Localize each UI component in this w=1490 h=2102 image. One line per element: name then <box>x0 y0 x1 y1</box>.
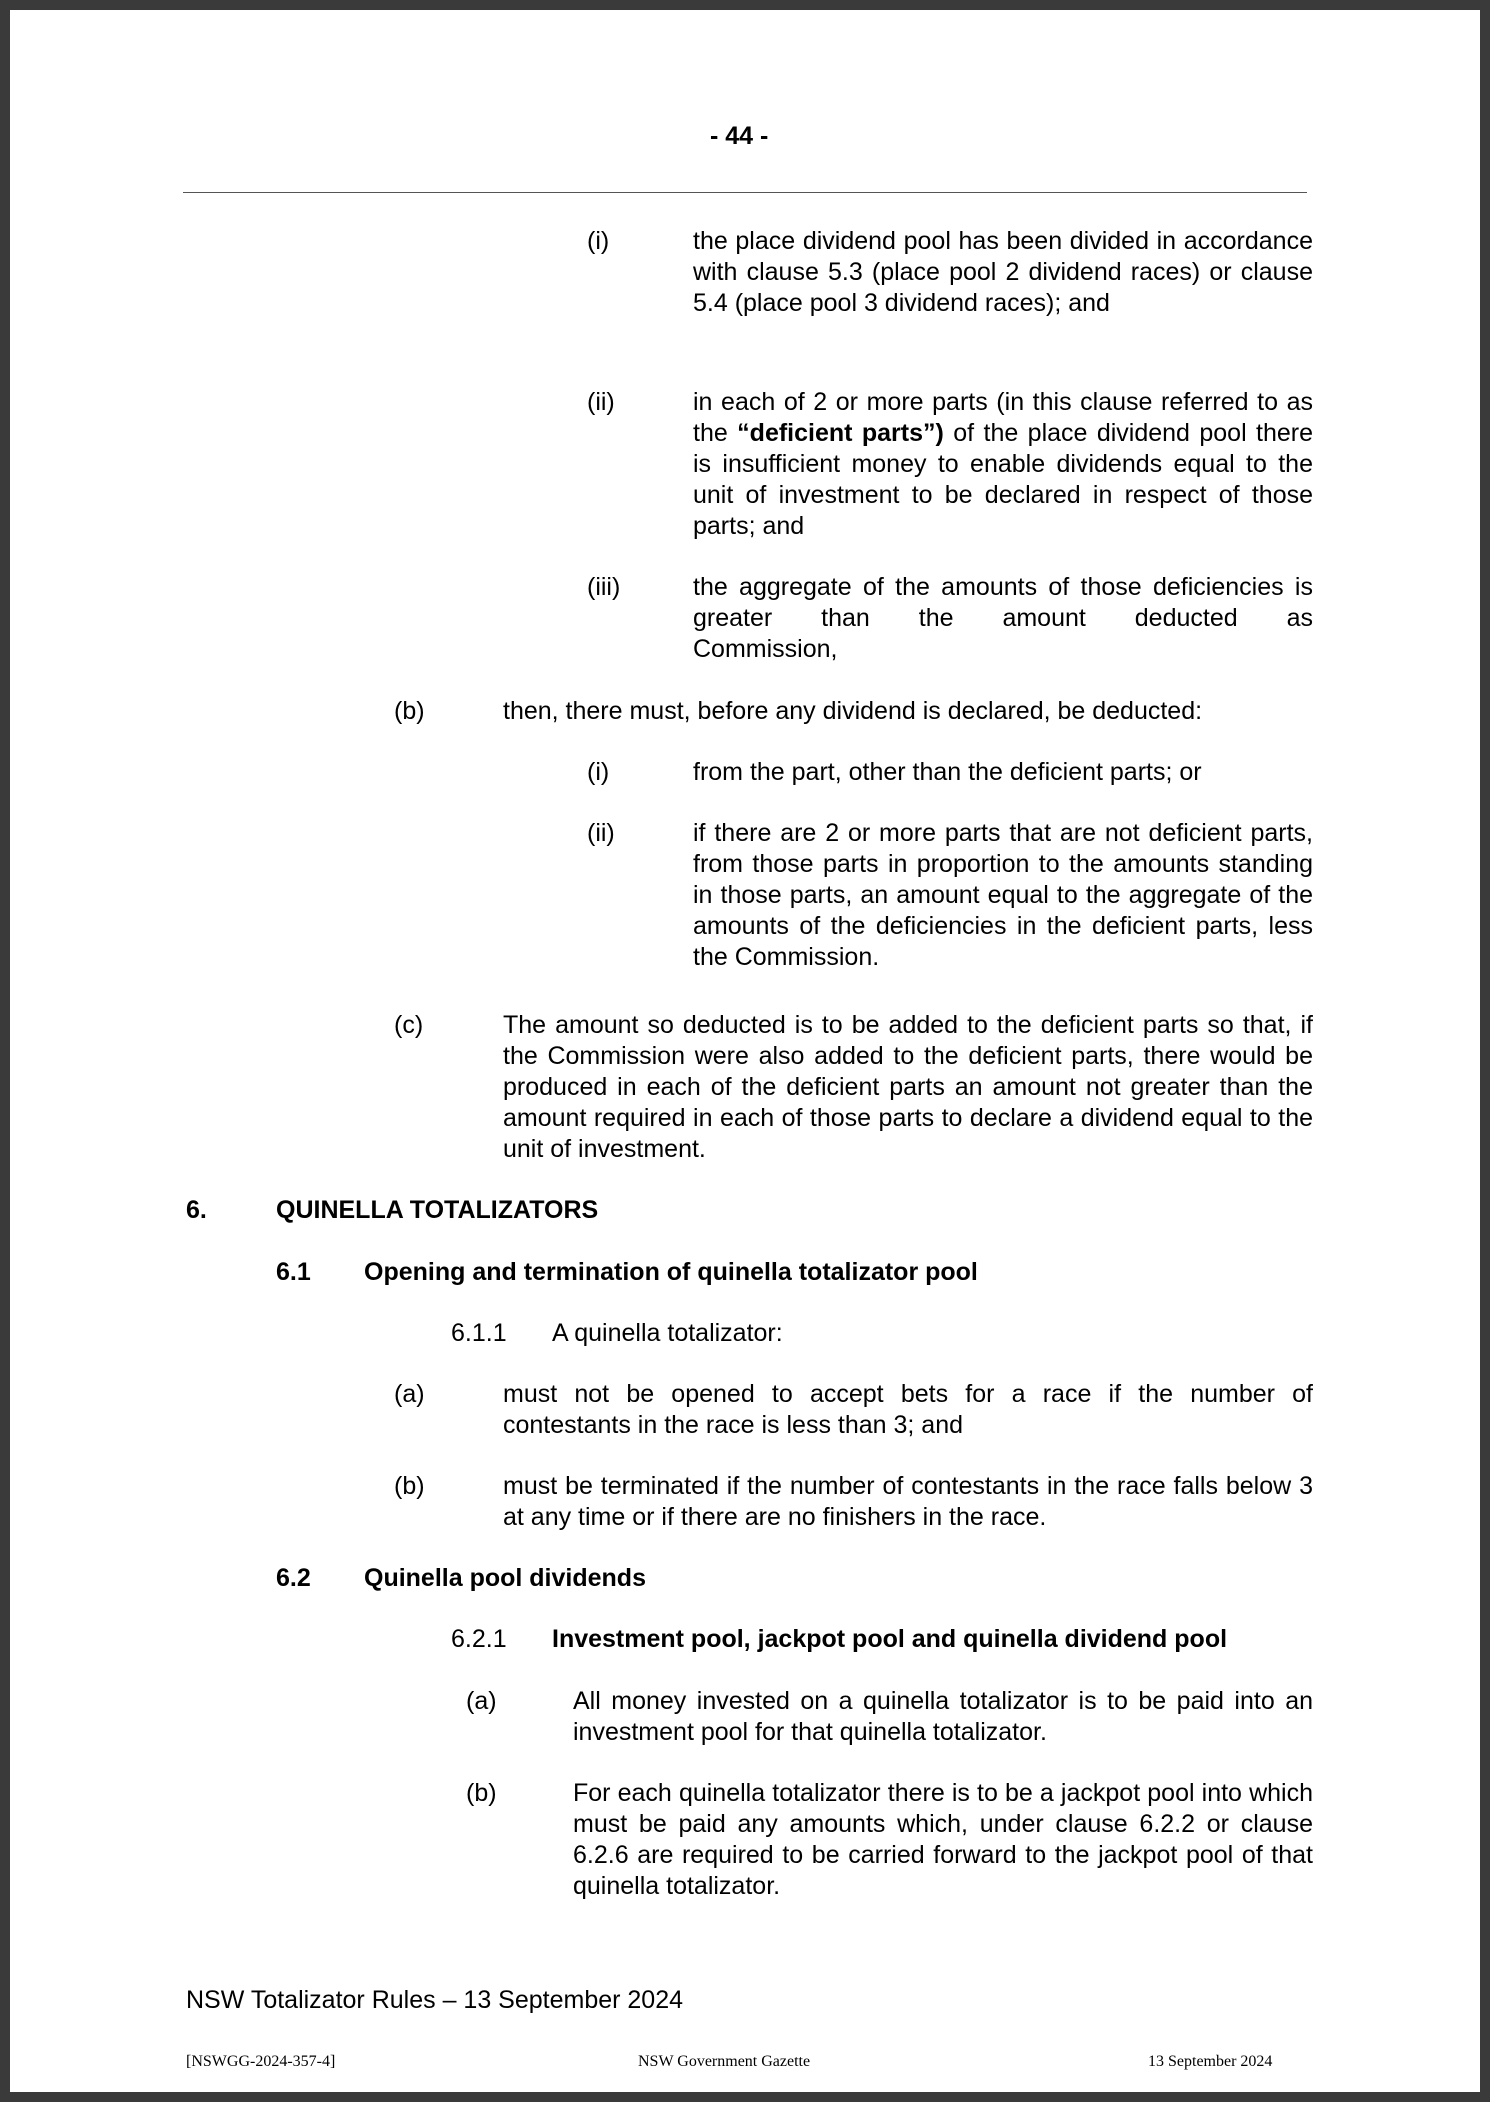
defined-term: “deficient parts”) <box>737 419 944 447</box>
page-number: - 44 - <box>710 122 769 150</box>
clause-number: 6.1.1 <box>451 1319 507 1347</box>
document-page <box>10 10 1480 2092</box>
item-label: (iii) <box>587 573 621 601</box>
item-label: (i) <box>587 758 610 786</box>
header-rule <box>183 192 1307 193</box>
section-title: QUINELLA TOTALIZATORS <box>276 1196 599 1224</box>
item-text: if there are 2 or more parts that are not deficient parts, from those parts in proportion to the amounts standing in those parts, an amount equal to the aggregate of the amounts of the deficiencies in the deficient parts, less the Commission. <box>693 819 1313 971</box>
clause-text: must be terminated if the number of contestants in the race falls below 3 at any time or if there are no finishers in the race. <box>503 1472 1313 1531</box>
rules-title-footer: NSW Totalizator Rules – 13 September 2024 <box>186 1986 684 2014</box>
subsection-number: 6.1 <box>276 1258 311 1286</box>
clause-text: The amount so deducted is to be added to the deficient parts so that, if the Commission were also added to the deficient parts, there would be produced in each of the deficient parts an amount not greater than the amount required in each of those parts to declare a dividend equal to the unit of investment. <box>503 1011 1313 1163</box>
item-text: from the part, other than the deficient parts; or <box>693 758 1202 786</box>
item-text: the aggregate of the amounts of those deficiencies is greater than the amount deducted as <box>693 573 1313 632</box>
clause-label: (a) <box>466 1687 497 1715</box>
item-text: the place dividend pool has been divided in accordance with clause 5.3 (place pool 2 dividend races) or clause 5.4 (place pool 3 dividend races); and <box>693 227 1313 317</box>
clause-label: (b) <box>394 1472 425 1500</box>
clause-label: (b) <box>466 1779 497 1807</box>
clause-label: (a) <box>394 1380 425 1408</box>
item-label: (ii) <box>587 819 615 847</box>
subsection-number: 6.2 <box>276 1564 311 1592</box>
clause-text: A quinella totalizator: <box>552 1319 783 1347</box>
clause-label: (c) <box>394 1011 424 1039</box>
gazette-date: 13 September 2024 <box>1148 2053 1273 2070</box>
clause-text: must not be opened to accept bets for a race if the number of contestants in the race is less than 3; and <box>503 1380 1313 1439</box>
clause-title: Investment pool, jackpot pool and quinella dividend pool <box>552 1625 1228 1653</box>
item-text: in each of 2 or more parts (in this clause referred to as the “deficient parts”) of the place dividend pool there is insufficient money to enable dividends equal to the unit of investment to be declared in respect of those parts; and <box>693 388 1314 540</box>
item-text-tail: Commission, <box>693 635 838 663</box>
gazette-name: NSW Government Gazette <box>638 2053 811 2070</box>
clause-label: (b) <box>394 697 425 725</box>
subsection-title: Quinella pool dividends <box>364 1564 646 1592</box>
clause-text: then, there must, before any dividend is declared, be deducted: <box>503 697 1203 725</box>
clause-text: For each quinella totalizator there is to be a jackpot pool into which must be paid any amounts which, under clause 6.2.2 or clause 6.2.6 are required to be carried forward to the jackpot pool of that quinella totalizator. <box>573 1779 1313 1900</box>
item-label: (i) <box>587 227 610 255</box>
item-label: (ii) <box>587 388 615 416</box>
clause-text: All money invested on a quinella totalizator is to be paid into an investment pool for that quinella totalizator. <box>573 1687 1313 1746</box>
gazette-reference: [NSWGG-2024-357-4] <box>186 2053 336 2070</box>
clause-number: 6.2.1 <box>451 1625 507 1653</box>
subsection-title: Opening and termination of quinella totalizator pool <box>364 1258 978 1286</box>
section-number: 6. <box>186 1196 207 1224</box>
